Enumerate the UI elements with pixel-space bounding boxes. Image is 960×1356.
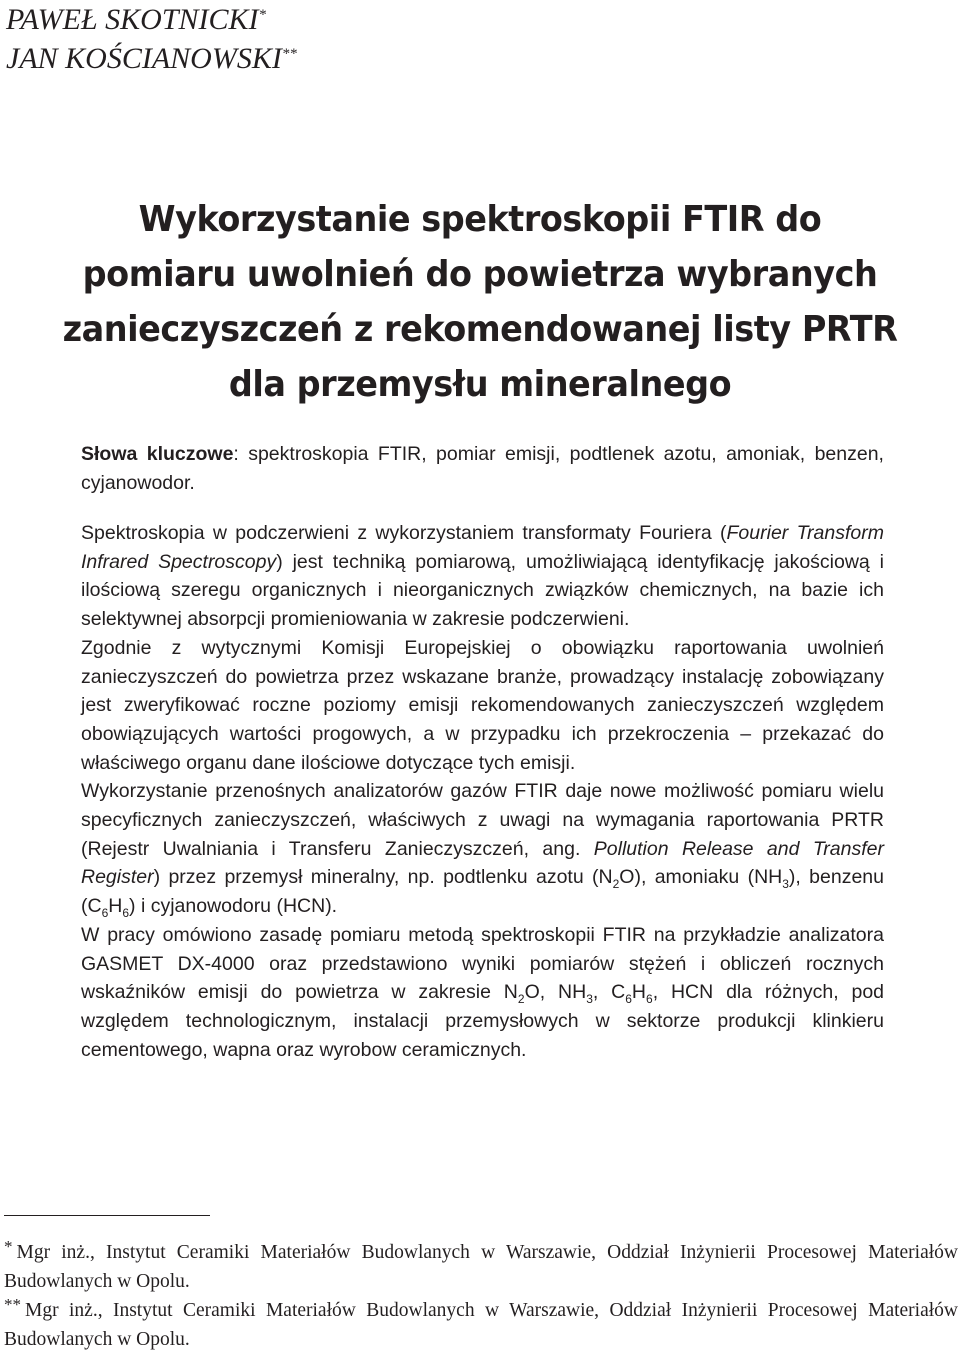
title-line: zanieczyszczeń z rekomendowanej listy PRTR <box>62 309 898 350</box>
footnotes <box>4 1238 958 1354</box>
subscript: 2 <box>517 992 525 1007</box>
subscript: 3 <box>782 877 789 892</box>
abstract-body <box>81 519 884 1064</box>
footnote <box>4 1296 958 1354</box>
footnote-marker: * <box>4 1237 13 1256</box>
subscript: 6 <box>646 992 653 1007</box>
footnote-marker: ** <box>281 46 297 62</box>
subscript: 2 <box>612 877 620 892</box>
footnote-divider <box>4 1215 210 1216</box>
abstract-paragraph: Wykorzystanie przenośnych analizatorów gazów FTIR daje nowe możliwość pomiaru wielu specyficznych zanieczyszczeń, właściwych z uwagi na wymagania raportowania PRTR (Rejestr Uwalniania i Transferu Zanieczyszczeń, ang. Pollution Release and Transfer Register) przez przemysł mineralny, np. podtlenku azotu $(N_2O)$, amoniaku $(NH_3)$, benzenu $(C_6H_6)$ i cyjanowodoru (HCN). <box>81 780 884 921</box>
italic-term: Fourier Transform Infrared Spectroscopy <box>81 522 884 573</box>
abstract-paragraph: W pracy omówiono zasadę pomiaru metodą spektroskopii FTIR na przykładzie analizatora GASMET DX-4000 oraz przedstawiono wyniki pomiarów stężeń i obliczeń rocznych wskaźników emisji do powietrza w zakresie $N_2O$, $NH_3$, $C_6H_6$, HCN dla różnych, pod względem technologicznym, instalacji przemysłowych w sektorze produkcji klinkieru cementowego, wapna oraz wyrobow ceramicznych. <box>81 923 885 1061</box>
footnote-marker: * <box>258 7 267 23</box>
subscript: 3 <box>586 992 593 1007</box>
keywords-label: Słowa kluczowe <box>81 443 234 465</box>
author: JAN KOŚCIANOWSKI** <box>6 42 297 75</box>
paper-title <box>34 192 927 412</box>
author-list <box>6 0 297 78</box>
keywords-text: : spektroskopia FTIR, pomiar emisji, podtlenek azotu, amoniak, benzen, cyjanowodor. <box>81 443 884 494</box>
footnote-text: Mgr inż., Instytut Ceramiki Materiałów Budowlanych w Warszawie, Oddział Inżynierii Procesowej Materiałów Budowlanych w Opolu. <box>4 1300 958 1350</box>
title-line: dla przemysłu mineralnego <box>228 364 732 405</box>
subscript: 6 <box>625 992 632 1007</box>
author: PAWEŁ SKOTNICKI* <box>6 3 267 36</box>
italic-term: Pollution Release and Transfer Register <box>81 837 884 889</box>
footnote-marker: ** <box>4 1295 21 1314</box>
subscript: 6 <box>101 906 109 921</box>
title-line: Wykorzystanie spektroskopii FTIR do <box>138 199 822 240</box>
title-line: pomiaru uwolnień do powietrza wybranych <box>82 254 878 295</box>
subscript: 6 <box>122 906 130 921</box>
abstract-paragraph: Spektroskopia w podczerwieni z wykorzystaniem transformaty Fouriera (Fourier Transform Infrared Spectroscopy) jest techniką pomiarową, umożliwiającą identyfikację jakościową i ilościową szeregu organicznych i nieorganicznych związków chemicznych, na bazie ich selektywnej absorpcji promieniowania w zakresie podczerwieni. <box>81 522 884 631</box>
footnote <box>4 1238 958 1296</box>
keywords <box>81 440 884 497</box>
footnote-text: Mgr inż., Instytut Ceramiki Materiałów Budowlanych w Warszawie, Oddział Inżynierii Procesowej Materiałów Budowlanych w Opolu. <box>4 1242 958 1292</box>
abstract-paragraph: Zgodnie z wytycznymi Komisji Europejskiej o obowiązku raportowania uwolnień zanieczyszczeń do powietrza przez wskazane branże, prowadzący instalację zobowiązany jest zweryfikować roczne poziomy emisji rekomendowanych zanieczyszczeń względem obowiązujących wartości progowych, a w przypadku ich przekroczenia – przekazać do właściwego organu dane ilościowe dotyczące tych emisji. <box>81 636 884 774</box>
